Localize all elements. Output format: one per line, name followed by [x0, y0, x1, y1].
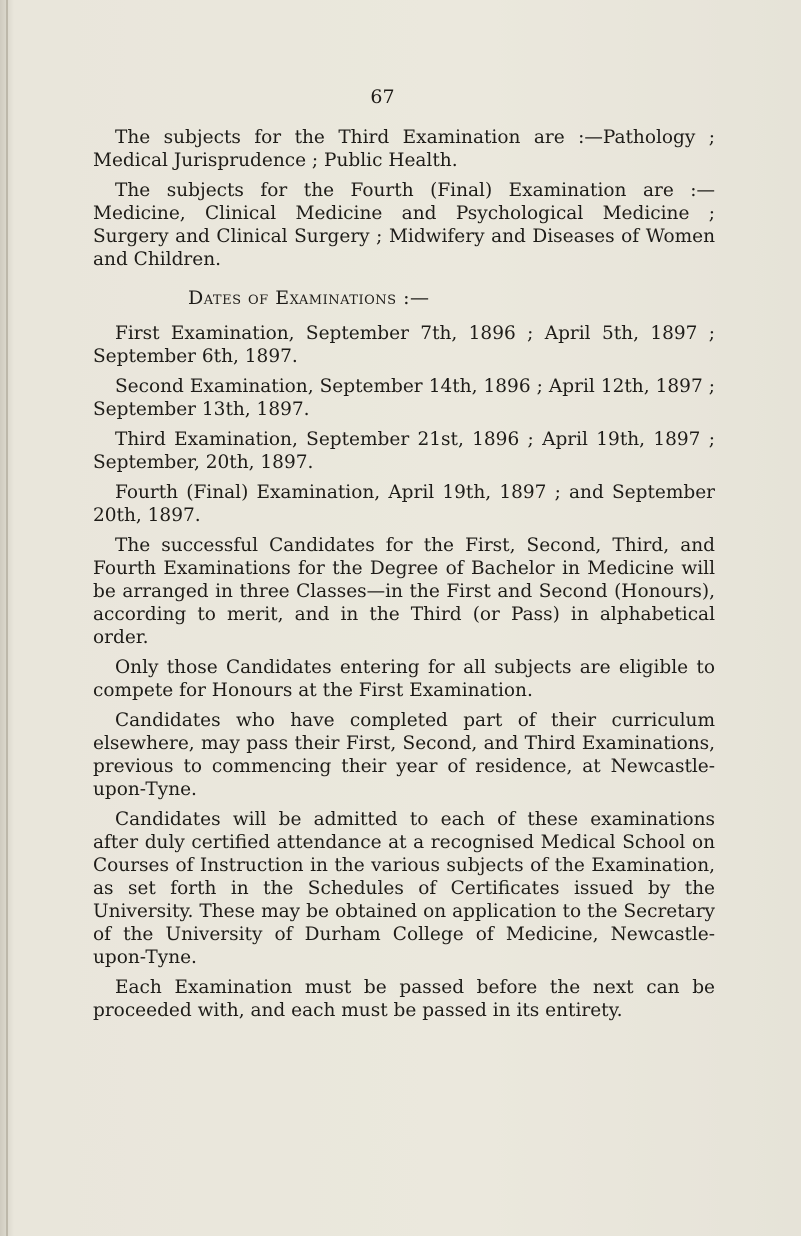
- paragraph-curriculum-elsewhere: Candidates who have completed part of their curriculum elsewhere, may pass their First, Second, and Third Examinations, previous to commencing their year of residence, at Newcastle-upon-Tyne.: [93, 710, 715, 800]
- paragraph-examination-order: Each Examination must be passed before the next can be proceeded with, and each must be passed in its entirety.: [93, 977, 715, 1021]
- paragraph-third-exam-dates: Third Examination, September 21st, 1896 ; April 19th, 1897 ; September, 20th, 1897.: [93, 429, 715, 473]
- paragraph-honours-eligibility: Only those Candidates entering for all subjects are eligible to compete for Honours at the First Examination.: [93, 657, 715, 701]
- section-heading-dates: Dates of Examinations :—: [188, 287, 430, 309]
- paragraph-second-exam-dates: Second Examination, September 14th, 1896 ; April 12th, 1897 ; September 13th, 1897.: [93, 376, 715, 420]
- paragraph-fourth-exam-subjects: The subjects for the Fourth (Final) Examination are :— Medicine, Clinical Medicine and Psychological Medicine ; Surgery and Clinical Surgery ; Midwifery and Diseases of Women and Children.: [93, 180, 715, 270]
- page-body: [93, 126, 715, 1029]
- page-number: 67: [370, 86, 395, 108]
- paragraph-admission-requirements: Candidates will be admitted to each of these examinations after duly certified attendance at a recognised Medical School on Courses of Instruction in the various subjects of the Examination, as set forth in the Schedules of Certificates issued by the University. These may be obtained on application to the Secretary of the University of Durham College of Medicine, Newcastle-upon-Tyne.: [93, 809, 715, 968]
- paragraph-fourth-exam-dates: Fourth (Final) Examination, April 19th, 1897 ; and September 20th, 1897.: [93, 482, 715, 526]
- page-gutter: [6, 0, 8, 1236]
- paragraph-first-exam-dates: First Examination, September 7th, 1896 ; April 5th, 1897 ; September 6th, 1897.: [93, 323, 715, 367]
- paragraph-third-exam-subjects: The subjects for the Third Examination are :—Pathology ; Medical Jurisprudence ; Public Health.: [93, 127, 715, 171]
- paragraph-classes: The successful Candidates for the First, Second, Third, and Fourth Examinations for the Degree of Bachelor in Medicine will be arranged in three Classes—in the First and Second (Honours), according to merit, and in the Third (or Pass) in alphabetical order.: [93, 535, 715, 648]
